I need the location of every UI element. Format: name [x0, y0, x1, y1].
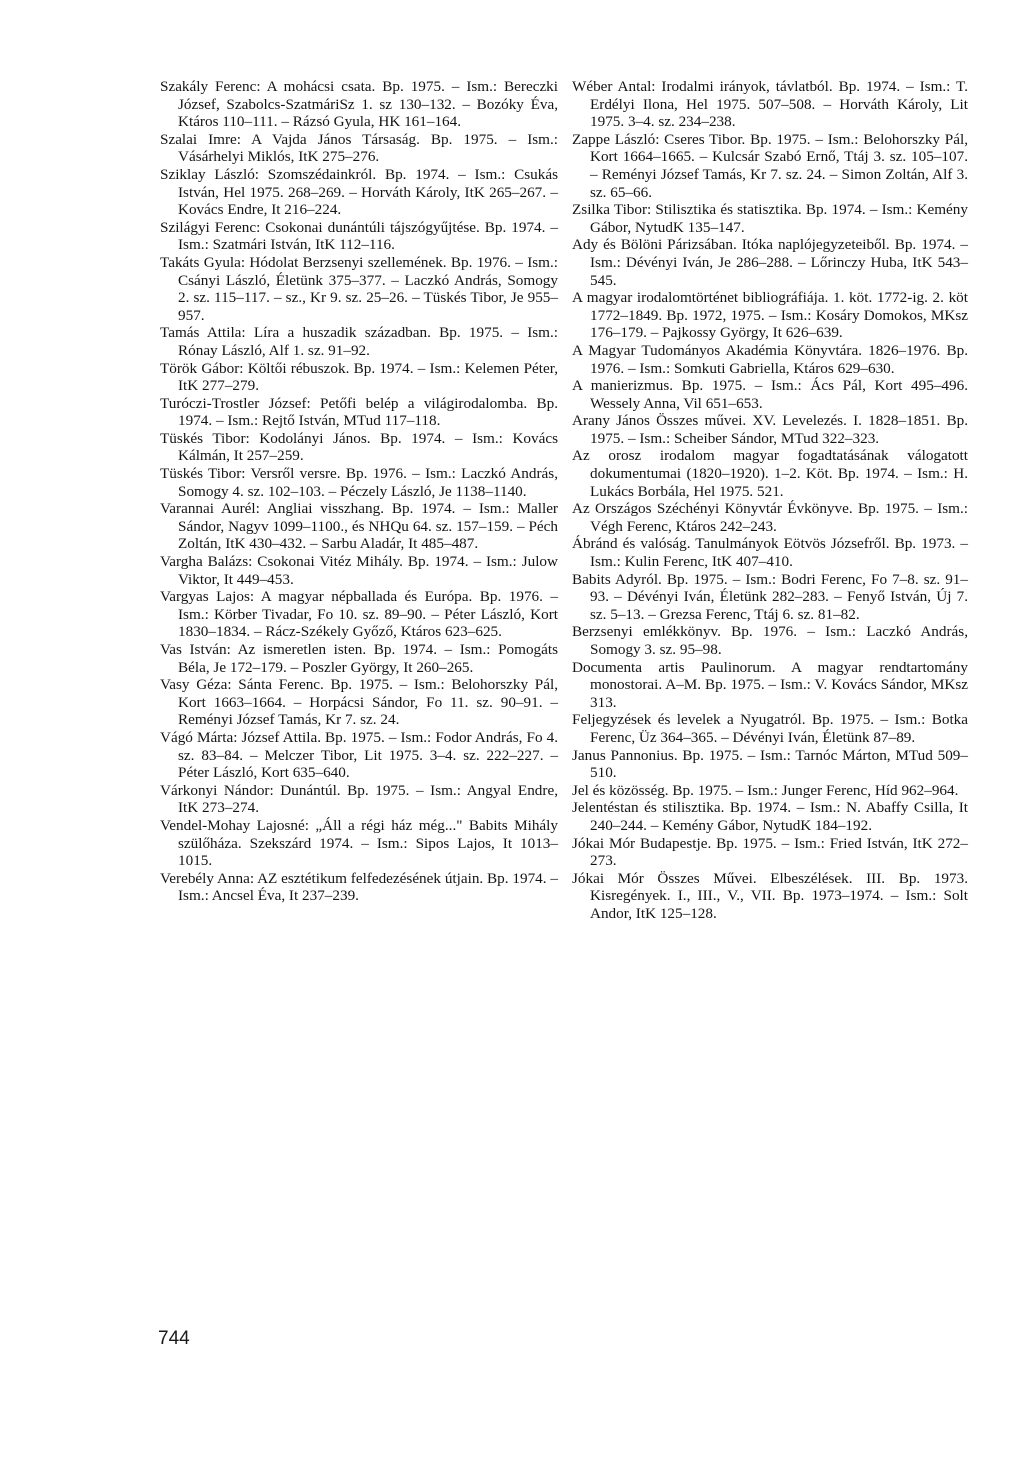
bibliography-entry: Babits Adyról. Bp. 1975. – Ism.: Bodri Ferenc, Fo 7–8. sz. 91–93. – Dévényi Iván, Életünk 282–283. – Fenyő István, Új 7. sz. 5–13. – Grezsa Ferenc, Ttáj 6. sz. 81–82. — [572, 570, 968, 623]
bibliography-entry: Sziklay László: Szomszédainkról. Bp. 1974. – Ism.: Csukás István, Hel 1975. 268–269. – Horváth Károly, ItK 265–267. – Kovács Endre, It 216–224. — [160, 165, 558, 219]
bibliography-entry: Berzsenyi emlékkönyv. Bp. 1976. – Ism.: Laczkó András, Somogy 3. sz. 95–98. — [572, 623, 968, 658]
bibliography-entry: Feljegyzések és levelek a Nyugatról. Bp. 1975. – Ism.: Botka Ferenc, Üz 364–365. – Dévényi Iván, Életünk 87–89. — [572, 711, 968, 746]
bibliography-entry: A Magyar Tudományos Akadémia Könyvtára. 1826–1976. Bp. 1976. – Ism.: Somkuti Gabriella, Ktáros 629–630. — [572, 341, 968, 377]
bibliography-entry: Szalai Imre: A Vajda János Társaság. Bp. 1975. – Ism.: Vásárhelyi Miklós, ItK 275–276. — [160, 130, 558, 166]
bibliography-entry: Jelentéstan és stilisztika. Bp. 1974. – Ism.: N. Abaffy Csilla, It 240–244. – Kemény Gábor, NytudK 184–192. — [572, 799, 968, 834]
bibliography-entry: Török Gábor: Költői rébuszok. Bp. 1974. – Ism.: Kelemen Péter, ItK 277–279. — [160, 359, 558, 395]
bibliography-entry: Szakály Ferenc: A mohácsi csata. Bp. 1975. – Ism.: Bereczki József, Szabolcs-SzatmáriSz 1. sz 130–132. – Bozóky Éva, Ktáros 110–111. – Rázsó Gyula, HK 161–164. — [160, 78, 558, 131]
bibliography-entry: Tüskés Tibor: Versről versre. Bp. 1976. – Ism.: Laczkó András, Somogy 4. sz. 102–103. – Péczely László, Je 1138–1140. — [160, 465, 558, 500]
bibliography-entry: Vágó Márta: József Attila. Bp. 1975. – Ism.: Fodor András, Fo 4. sz. 83–84. – Melczer Tibor, Lit 1975. 3–4. sz. 222–227. – Péter László, Kort 635–640. — [160, 728, 558, 782]
bibliography-entry: Az Országos Széchényi Könyvtár Évkönyve. Bp. 1975. – Ism.: Végh Ferenc, Ktáros 242–243. — [572, 500, 968, 535]
bibliography-entry: Szilágyi Ferenc: Csokonai dunántúli tájszógyűjtése. Bp. 1974. – Ism.: Szatmári István, ItK 112–116. — [160, 218, 558, 254]
bibliography-entry: Ábránd és valóság. Tanulmányok Eötvös Józsefről. Bp. 1973. – Ism.: Kulin Ferenc, ItK 407–410. — [572, 535, 968, 571]
bibliography-entry: Tüskés Tibor: Kodolányi János. Bp. 1974. – Ism.: Kovács Kálmán, It 257–259. — [160, 429, 558, 465]
right-column — [572, 78, 968, 923]
bibliography-entry: Varannai Aurél: Angliai visszhang. Bp. 1974. – Ism.: Maller Sándor, Nagyv 1099–1100., és NHQu 64. sz. 157–159. – Péch Zoltán, ItK 430–432. – Sarbu Aladár, It 485–487. — [160, 500, 558, 553]
bibliography-entry: Ady és Bölöni Párizsában. Itóka naplójegyzeteiből. Bp. 1974. – Ism.: Dévényi Iván, Je 286–288. – Lőrinczy Huba, ItK 543–545. — [572, 236, 968, 289]
bibliography-entry: Jókai Mór Összes Művei. Elbeszélések. III. Bp. 1973. Kisregények. I., III., V., VII. Bp. 1973–1974. – Ism.: Solt Andor, ItK 125–128. — [572, 869, 968, 922]
bibliography-entry: Wéber Antal: Irodalmi irányok, távlatból. Bp. 1974. – Ism.: T. Erdélyi Ilona, Hel 1975. 507–508. – Horváth Károly, Lit 1975. 3–4. sz. 234–238. — [572, 78, 968, 131]
bibliography-entry: Zsilka Tibor: Stilisztika és statisztika. Bp. 1974. – Ism.: Kemény Gábor, NytudK 135–147. — [572, 201, 968, 236]
bibliography-entry: Documenta artis Paulinorum. A magyar rendtartomány monostorai. A–M. Bp. 1975. – Ism.: V. Kovács Sándor, MKsz 313. — [572, 658, 968, 711]
bibliography-entry: Jel és közösség. Bp. 1975. – Ism.: Junger Ferenc, Híd 962–964. — [572, 781, 959, 799]
bibliography-entry: Vas István: Az ismeretlen isten. Bp. 1974. – Ism.: Pomogáts Béla, Je 172–179. – Poszler György, It 260–265. — [160, 641, 558, 676]
bibliography-entry: A manierizmus. Bp. 1975. – Ism.: Ács Pál, Kort 495–496. Wessely Anna, Vil 651–653. — [572, 377, 968, 412]
page-number: 744 — [158, 1328, 190, 1349]
bibliography-entry: Zappe László: Cseres Tibor. Bp. 1975. – Ism.: Belohorszky Pál, Kort 1664–1665. – Kulcsár Szabó Ernő, Ttáj 3. sz. 105–107. – Reményi József Tamás, Kr 7. sz. 24. – Simon Zoltán, Alf 3. sz. 65–66. — [572, 130, 968, 201]
bibliography-entry: Vendel-Mohay Lajosné: „Áll a régi ház még..." Babits Mihály szülőháza. Szekszárd 1974. – Ism.: Sipos Lajos, It 1013–1015. — [160, 816, 558, 870]
bibliography-entry: Tamás Attila: Líra a huszadik században. Bp. 1975. – Ism.: Rónay László, Alf 1. sz. 91–92. — [160, 324, 558, 359]
bibliography-entry: Az orosz irodalom magyar fogadtatásának válogatott dokumentumai (1820–1920). 1–2. Köt. Bp. 1974. – Ism.: H. Lukács Borbála, Hel 1975. 521. — [572, 447, 968, 500]
bibliography-entry: A magyar irodalomtörténet bibliográfiája. 1. köt. 1772-ig. 2. köt 1772–1849. Bp. 1972, 1975. – Ism.: Kosáry Domokos, MKsz 176–179. – Pajkossy György, It 626–639. — [572, 289, 968, 342]
bibliography-entry: Vasy Géza: Sánta Ferenc. Bp. 1975. – Ism.: Belohorszky Pál, Kort 1663–1664. – Horpácsi Sándor, Fo 11. sz. 90–91. – Reményi József Tamás, Kr 7. sz. 24. — [160, 676, 558, 729]
bibliography-entry: Vargha Balázs: Csokonai Vitéz Mihály. Bp. 1974. – Ism.: Julow Viktor, It 449–453. — [160, 553, 558, 588]
bibliography-entry: Turóczi-Trostler József: Petőfi belép a világirodalomba. Bp. 1974. – Ism.: Rejtő István, MTud 117–118. — [160, 394, 558, 430]
left-column — [160, 78, 558, 905]
bibliography-entry: Takáts Gyula: Hódolat Berzsenyi szellemének. Bp. 1976. – Ism.: Csányi László, Életünk 375–377. – Laczkó András, Somogy 2. sz. 115–117. – sz., Kr 9. sz. 25–26. – Tüskés Tibor, Je 955–957. — [160, 253, 558, 324]
bibliography-entry: Janus Pannonius. Bp. 1975. – Ism.: Tarnóc Márton, MTud 509–510. — [572, 746, 968, 782]
bibliography-entry: Várkonyi Nándor: Dunántúl. Bp. 1975. – Ism.: Angyal Endre, ItK 273–274. — [160, 781, 558, 817]
bibliography-entry: Jókai Mór Budapestje. Bp. 1975. – Ism.: Fried István, ItK 272–273. — [572, 834, 968, 870]
bibliography-entry: Arany János Összes művei. XV. Levelezés. I. 1828–1851. Bp. 1975. – Ism.: Scheiber Sándor, MTud 322–323. — [572, 412, 968, 447]
bibliography-entry: Vargyas Lajos: A magyar népballada és Európa. Bp. 1976. – Ism.: Körber Tivadar, Fo 10. sz. 89–90. – Péter László, Kort 1830–1834. – Rácz-Székely Győző, Ktáros 623–625. — [160, 588, 558, 641]
bibliography-entry: Verebély Anna: AZ esztétikum felfedezésének útjain. Bp. 1974. – Ism.: Ancsel Éva, It 237–239. — [160, 869, 558, 905]
